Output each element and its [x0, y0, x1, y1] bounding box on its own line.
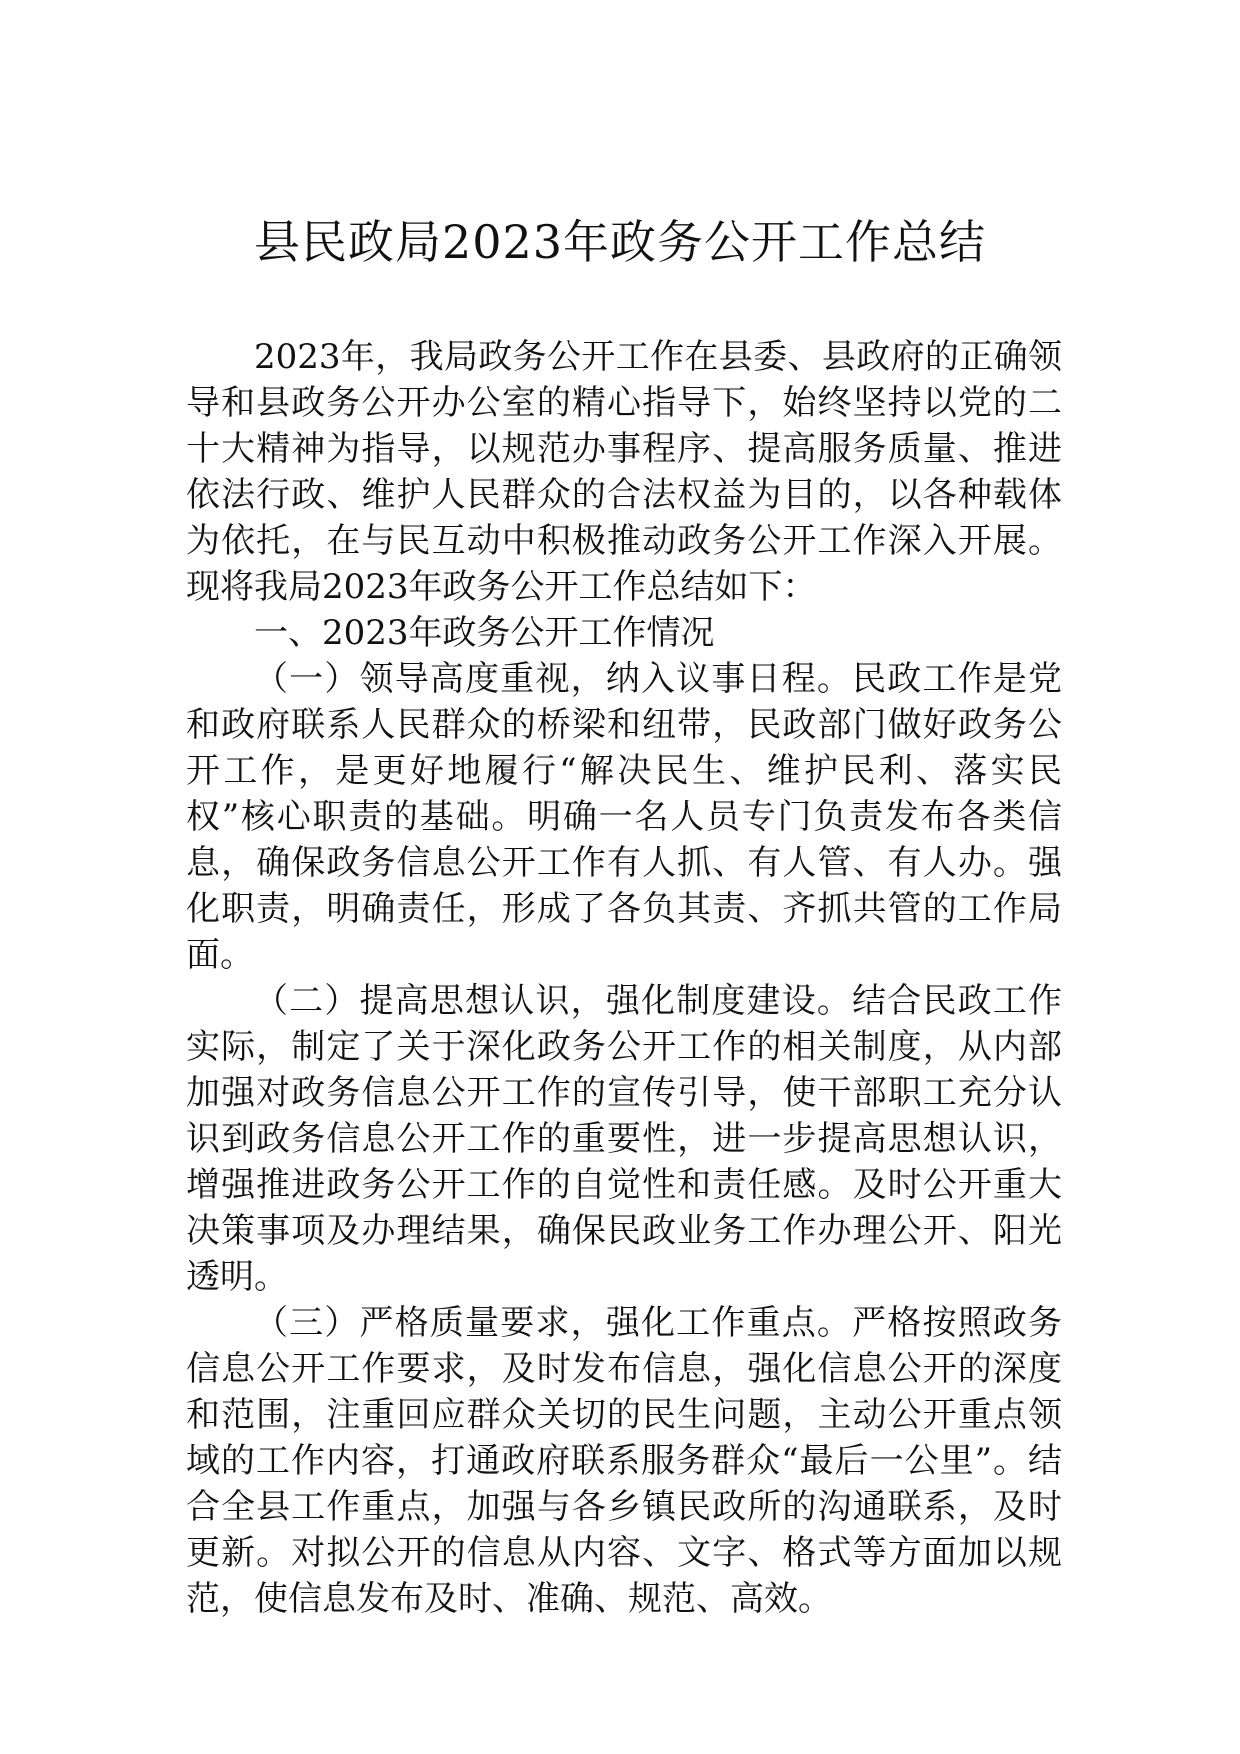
document-title: 县民政局2023年政务公开工作总结 [253, 215, 987, 269]
paragraph-quality: （三）严格质量要求，强化工作重点。严格按照政务信息公开工作要求，及时发布信息，强化信息公开的深度和范围，注重回应群众关切的民生问题，主动公开重点领域的工作内容，打通政府联系服务群众“最后一公里”。结合全县工作重点，加强与各乡镇民政所的沟通联系，及时更新。对拟公开的信息从内容、文字、格式等方面加以规范，使信息发布及时、准确、规范、高效。 [186, 1303, 1062, 1619]
document-body [186, 334, 1062, 1622]
paragraph-awareness: （二）提高思想认识，强化制度建设。结合民政工作实际，制定了关于深化政务公开工作的相关制度，从内部加强对政务信息公开工作的宣传引导，使干部职工充分认识到政务信息公开工作的重要性，进一步提高思想认识，增强推进政务公开工作的自觉性和责任感。及时公开重大决策事项及办理结果，确保民政业务工作办理公开、阳光透明。 [186, 981, 1062, 1297]
section-heading-1: 一、2023年政务公开工作情况 [254, 613, 715, 653]
paragraph-leadership: （一）领导高度重视，纳入议事日程。民政工作是党和政府联系人民群众的桥梁和纽带，民政部门做好政务公开工作，是更好地履行“解决民生、维护民利、落实民权”核心职责的基础。明确一名人员专门负责发布各类信息，确保政务信息公开工作有人抓、有人管、有人办。强化职责，明确责任，形成了各负其责、齐抓共管的工作局面。 [186, 659, 1062, 975]
paragraph-intro: 2023年，我局政务公开工作在县委、县政府的正确领导和县政务公开办公室的精心指导下，始终坚持以党的二十大精神为指导，以规范办事程序、提高服务质量、推进依法行政、维护人民群众的合法权益为目的，以各种载体为依托，在与民互动中积极推动政务公开工作深入开展。现将我局2023年政务公开工作总结如下： [186, 337, 1062, 607]
